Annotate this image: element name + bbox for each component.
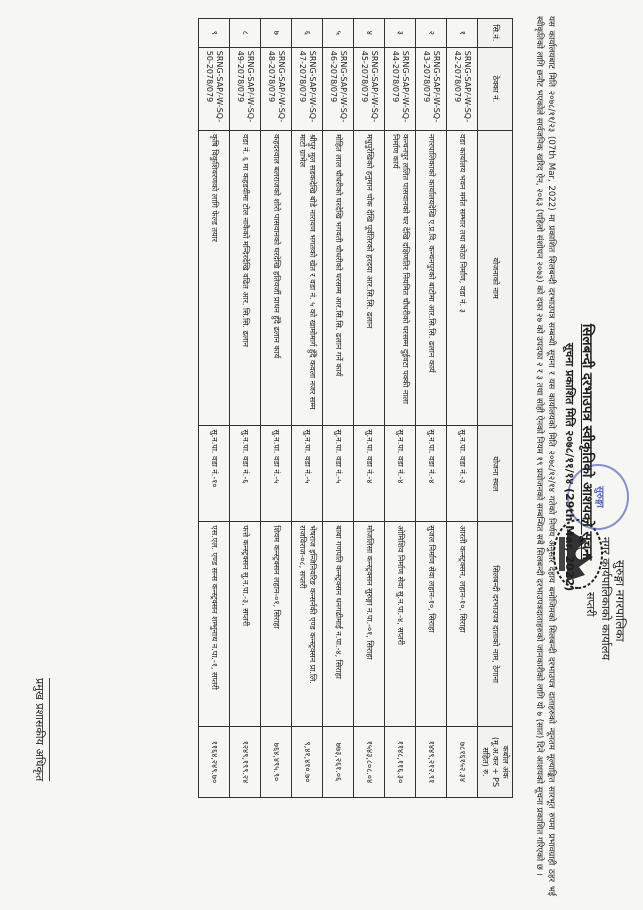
- cell-contract-no: SRNG-SAP/-W-SQ-49-2078/079: [230, 47, 261, 130]
- cell-project-name: नगरपालिकाको कार्यालयदेखि ए.प्र.वि. कन्चनपुरको बाटोमा आर.सि.सि. ढलान कार्य: [416, 130, 447, 425]
- cell-contract-no: SRNG-SAP/-W-SQ-46-2078/079: [323, 47, 354, 130]
- office-name: नगर कार्यपालिकाको कार्यालय: [599, 537, 613, 661]
- cell-serial: ५: [323, 19, 354, 48]
- cell-project-site: सु.न.पा. वडा नं.-५: [292, 426, 323, 522]
- cell-project-name: वडा कार्यालय भवन मर्मत सम्भार तथा कोठा निर्माण, वडा नं. ३: [447, 130, 478, 425]
- cell-project-name: मोहित लाल चौधरीको घरदेखि भगवती चौधरीको घरसम्म आर.सि.सि. ढलान गर्ने कार्य: [323, 130, 354, 425]
- cell-serial: ३: [385, 19, 416, 48]
- cell-amount: ९,४१,४१०.७०: [292, 726, 323, 797]
- cell-amount: १२४९,१९९.२४: [230, 726, 261, 797]
- cell-amount: ७६४,४९५.९०: [261, 726, 292, 797]
- table-row: [199, 19, 230, 798]
- cell-serial: १: [447, 19, 478, 48]
- cell-contract-no: SRNG-SAP/-W-SQ-44-2078/079: [385, 47, 416, 130]
- cell-bidder: आरती कन्स्ट्रक्सन, लहान-१०, सिराहा: [447, 522, 478, 727]
- table-row: [230, 19, 261, 798]
- cell-project-name: कहदरवाल बलराजको शोरो पासवानको घरदेखि हतिवर्जी प्राधन हुँदै ढलान कार्य: [261, 130, 292, 425]
- header-project-name: योजनाको नाम: [478, 130, 513, 425]
- cell-project-site: सु.न.पा. वडा नं.-५: [323, 426, 354, 522]
- intro-paragraph: यस कार्यालयबाट मिति २०७८/११/२३ (07th Mar, 2022) मा प्रकाशित सिलबन्दी दरभाउपत्र सम्बन्धी सूचना र यस कार्यालयको मिति २०७८/१२/१४ गतेको निर्णय अनुसार देहाय बमोजिमको सिलबन्दी दरभाउपत्र दाताहरुको न्यूनतम मूल्याङ्कित सारभूत रुपमा प्रभावग्राही ठहर भई स्वीकृतिको लागि छनौट भएकोले सार्वजनिक खरिद ऐन, २०६३ (पहिलो संशोधन २०७३) को दफा २७ को उपदफा २ र ३ तथा सोही ऐनको नियम १९ प्रयोजनको सम्बन्धित सबै सिलबन्दी दरभाउपत्रदाताहरुको जानकारीको लागि यो ७ (सात) दिने आशयको सूचना प्रकाशित गरिएको छ ।: [534, 16, 556, 896]
- cell-project-site: सु.न.पा. वडा नं.-५: [261, 426, 292, 522]
- cell-serial: ४: [354, 19, 385, 48]
- header-bidder: सिलबन्दी दरभाउपत्र दाताको नाम, ठेगाना: [478, 522, 513, 727]
- header-serial: सि.नं.: [478, 19, 513, 48]
- cell-serial: ९: [199, 19, 230, 48]
- table-header-row: [478, 19, 513, 798]
- cell-contract-no: SRNG-SAP/-W-SQ-42-2078/079: [447, 47, 478, 130]
- cell-bidder: फत्ते कन्स्ट्रक्सन सु.न.पा.-३, सप्तरी: [230, 522, 261, 727]
- cell-bidder: सुजल निर्माण सेवा लहान-१०, सिराहा: [416, 522, 447, 727]
- cell-project-site: सु.न.पा. वडा नं.-३: [447, 426, 478, 522]
- header-project-site: योजना स्थल: [478, 426, 513, 522]
- table-row: [416, 19, 447, 798]
- cell-contract-no: SRNG-SAP/-W-SQ-43-2078/079: [416, 47, 447, 130]
- cell-project-name: कन्चनपुर ललित पासवानको घर देखि दक्षिणतिर नियमित चौधरीको घरसम्म दुईवटा पक्की नाला निर्माण कार्य: [385, 130, 416, 425]
- office-place: सप्तरी: [584, 592, 597, 617]
- cell-amount: ११४८,११६.३०: [385, 726, 416, 797]
- cell-bidder: भेषराज इन्जिनियरिङ कन्सर्नकी एण्ड कन्स्ट्रक्सन प्रा.लि. राजविराज-०८, सप्तरी: [292, 522, 323, 727]
- rotated-notice: [25, 12, 635, 902]
- cell-serial: ८: [230, 19, 261, 48]
- cell-serial: २: [416, 19, 447, 48]
- notice-header: [535, 12, 635, 902]
- bid-table: [198, 18, 513, 798]
- header-contract-no: ठेक्का नं.: [478, 47, 513, 130]
- cell-amount: ११६४,२४९.७०: [199, 726, 230, 797]
- cell-serial: ७: [261, 19, 292, 48]
- cell-project-name: वडा नं. ६ मा कहडवीमा टोल नाकैको मन्दिरदेखि वढित आर. सि.सि. ढलान: [230, 130, 261, 425]
- table-row: [323, 19, 354, 798]
- cell-amount: ७७३,२६१.०६: [323, 726, 354, 797]
- table-row: [447, 19, 478, 798]
- cell-project-site: सु.न.पा. वडा नं.-४: [385, 426, 416, 522]
- cell-project-site: सु.न.पा. वडा नं.-४: [416, 426, 447, 522]
- cell-contract-no: SRNG-SAP/-W-SQ-50-2078/079: [199, 47, 230, 130]
- cell-serial: ६: [292, 19, 323, 48]
- cell-project-name: मधुपुरेखिको हनुमान चोक देखि पूर्वतिरको हरदया आर.सि.सि. ढलान: [354, 130, 385, 425]
- cell-contract-no: SRNG-SAP/-W-SQ-48-2078/079: [261, 47, 292, 130]
- cell-project-site: सु.न.पा. वडा नं.-४: [354, 426, 385, 522]
- notice-title: सिलबन्दी दरभाउपत्र स्वीकृतिको आशयको सूचना: [579, 323, 595, 561]
- cell-contract-no: SRNG-SAP/-W-SQ-47-2078/079: [292, 47, 323, 130]
- cell-project-name: कृषि विकुशिवरणको लागि फेल्ड तयार: [199, 130, 230, 425]
- municipality-name: सुरुङ्गा नगरपालिका: [613, 560, 627, 642]
- cell-amount: १५४३,८०८.०४: [354, 726, 385, 797]
- cell-bidder: एस.एल. एण्ड सन्स कन्स्ट्रक्सन शम्भुनाथ न.पा.-१, सप्तरी: [199, 522, 230, 727]
- cell-project-site: सु.न.पा. वडा नं.-१०: [199, 426, 230, 522]
- signature-title: प्रमुख प्रशासकीय अधिकृत: [32, 678, 50, 781]
- cell-bidder: मोजलिसा कन्स्ट्रक्सन सुरुङ्गा न.पा.-०१, सिराहा: [354, 522, 385, 727]
- table-row: [385, 19, 416, 798]
- cell-bidder: ओमिशिव निर्माण सेवा सु.न.पा.-४, सप्तरी: [385, 522, 416, 727]
- cell-amount: ७८१६१५२.३४: [447, 726, 478, 797]
- cell-bidder: शिवम कन्स्ट्रक्सन लहान-०१, सिराहा: [261, 522, 292, 727]
- cell-contract-no: SRNG-SAP/-W-SQ-45-2078/079: [354, 47, 385, 130]
- table-row: [261, 19, 292, 798]
- table-body: [199, 19, 478, 798]
- cell-bidder: बाबा गणपति कन्स्ट्रक्सन धनगढीमाई न.पा.-४, सिराहा: [323, 522, 354, 727]
- header-amount: कबोल अंक (मू.अ.कर + PS सहित) रु.: [478, 726, 513, 797]
- cell-amount: १४४९,२१२.९१: [416, 726, 447, 797]
- cell-project-site: सु.न.पा. वडा नं.-६: [230, 426, 261, 522]
- notice-subtitle: सूचना प्रकाशित मिति २०७८/११/१४ (29th Mar, 2022): [563, 342, 576, 592]
- table-row: [354, 19, 385, 798]
- cell-project-name: श्रीपुर मुल सडकदेखि बोडे नारायण भगतको खेत र वडा नं. ५ को खामोमार्ग हुँदै कवला नजर सम्म माटो ग्राभेल: [292, 130, 323, 425]
- office-stamp: सुरुङ्गा: [567, 464, 629, 530]
- table-row: [292, 19, 323, 798]
